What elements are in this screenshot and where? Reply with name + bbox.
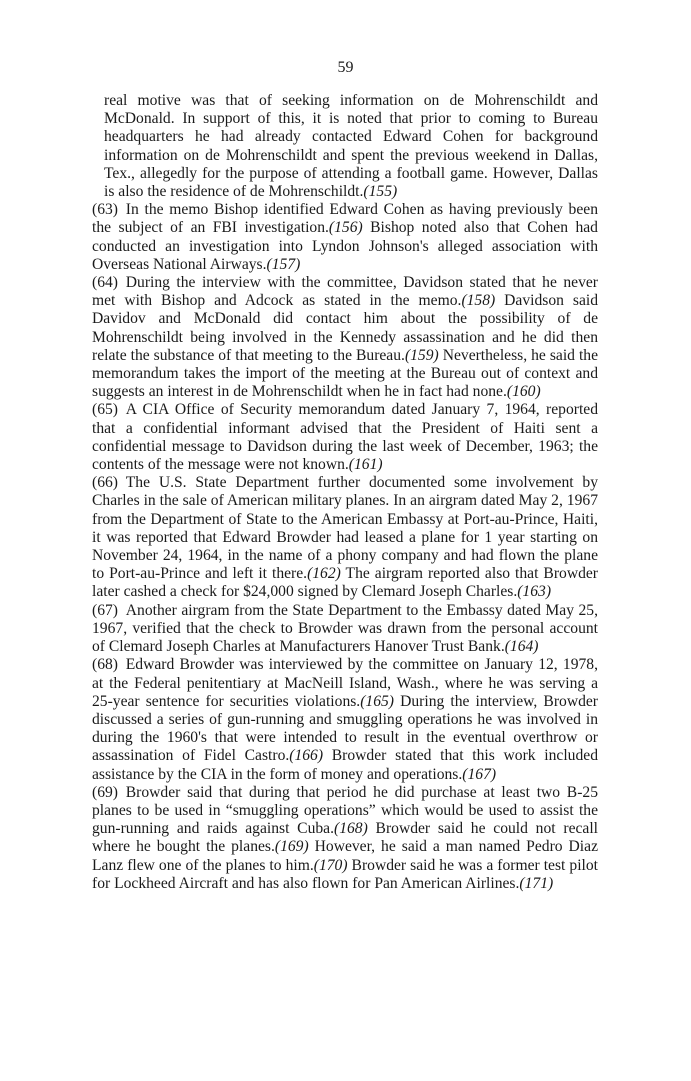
paragraph-text: During the interview, Browder discussed a series of gun-running and smuggling operations he was involved in during the 1960's that were intended to result in the eventual overthrow or assassination of Fidel Castro. (92, 692, 598, 765)
paragraph-text: The airgram reported also that Browder later cashed a check for $24,000 signed by Clemard Joseph Charles. (92, 565, 598, 601)
paragraph-number: (65) (92, 401, 118, 419)
paragraph-cont (92, 92, 598, 201)
footnote-ref: (168) (334, 820, 368, 838)
paragraph-text: A CIA Office of Security memorandum dated January 7, 1964, reported that a confidential informant advised that the President of Haiti sent a confidential message to Davidson during the last week of December, 1963; the contents of the message were not known. (92, 401, 598, 474)
paragraph-number: (68) (92, 656, 118, 674)
paragraph-text: Browder said he could not recall where he bought the planes. (92, 820, 599, 856)
footnote-ref: (159) (404, 346, 439, 364)
paragraph-text: The U.S. State Department further documented some involvement by Charles in the sale of American military planes. In an airgram dated May 2, 1967 from the Department of State to the American Embassy at Port-au-Prince, Haiti, it was reported that Edward Browder had leased a plane for 1 year starting on November 24, 1964, in the name of a phony company and had flown the plane to Port-au-Prince and left it there. (92, 474, 598, 583)
paragraph-p69 (92, 784, 598, 893)
footnote-ref: (171) (519, 874, 554, 892)
paragraph-text: Bishop noted also that Cohen had conducted an investigation into Lyndon Johnson's alleged association with Overseas National Airways. (92, 219, 598, 273)
paragraph-text: real motive was that of seeking information on de Mohrenschildt and McDonald. In support of this, it is noted that prior to coming to Bureau headquarters he had already contacted Edward Cohen for background information on de Mohrenschildt and spent the previous weekend in Dallas, Tex., allegedly for the purpose of attending a football game. However, Dallas is also the residence of de Mohrenschildt. (104, 92, 598, 201)
page-body (92, 92, 598, 893)
paragraph-text: During the interview with the committee, Davidson stated that he never met with Bishop and Adcock as stated in the memo. (92, 274, 598, 310)
footnote-ref: (167) (462, 765, 497, 783)
footnote-ref: (170) (313, 856, 348, 874)
paragraph-number: (66) (92, 474, 118, 492)
paragraph-text: Edward Browder was interviewed by the committee on January 12, 1978, at the Federal penitentiary at MacNeill Island, Wash., where he was serving a 25-year sentence for securities violations. (92, 656, 598, 710)
paragraph-number: (69) (92, 783, 118, 801)
footnote-ref: (166) (289, 747, 324, 765)
paragraph-text: Browder said he was a former test pilot for Lockheed Aircraft and has also flown for Pan American Airlines. (92, 856, 598, 892)
paragraph-text: Davidson said Davidov and McDonald did contact him about the possibility of de Mohrenschildt being involved in the Kennedy assassination and he did then relate the substance of that meeting to the Bureau. (92, 292, 599, 364)
footnote-ref: (156) (328, 219, 363, 237)
paragraph-p63 (92, 201, 598, 274)
paragraph-text: Browder stated that this work included assistance by the CIA in the form of money and operations. (92, 747, 598, 783)
paragraph-number: (63) (92, 201, 118, 219)
footnote-ref: (164) (504, 638, 539, 656)
footnote-ref: (157) (266, 255, 301, 273)
footnote-ref: (165) (360, 692, 394, 710)
page-number: 59 (337, 59, 354, 76)
paragraph-number: (67) (92, 601, 118, 619)
paragraph-p64 (92, 274, 598, 401)
paragraph-p65 (92, 401, 598, 474)
footnote-ref: (155) (363, 183, 398, 201)
paragraph-p68 (92, 656, 598, 783)
paragraph-text: Browder said that during that period he did purchase at least two B-25 planes to be used in “smuggling operations” which would be used to assist the gun-running and raids against Cuba. (92, 783, 598, 838)
footnote-ref: (160) (506, 383, 541, 401)
paragraph-text: Nevertheless, he said the memorandum takes the import of the meeting at the Bureau out of context and suggests an interest in de Mohrenschildt when he in fact had none. (92, 346, 598, 401)
footnote-ref: (162) (307, 565, 341, 583)
paragraph-p67 (92, 602, 598, 657)
footnote-ref: (158) (461, 292, 496, 310)
footnote-ref: (169) (274, 838, 309, 856)
paragraph-p66 (92, 474, 598, 601)
paragraph-number: (64) (92, 274, 118, 292)
footnote-ref: (163) (517, 583, 552, 601)
paragraph-text: In the memo Bishop identified Edward Cohen as having previously been the subject of an FBI investigation. (92, 201, 598, 237)
paragraph-text: However, he said a man named Pedro Diaz Lanz flew one of the planes to him. (92, 838, 598, 874)
footnote-ref: (161) (348, 456, 383, 474)
paragraph-text: Another airgram from the State Department to the Embassy dated May 25, 1967, verified that the check to Browder was drawn from the personal account of Clemard Joseph Charles at Manufacturers Hanover Trust Bank. (92, 601, 598, 656)
